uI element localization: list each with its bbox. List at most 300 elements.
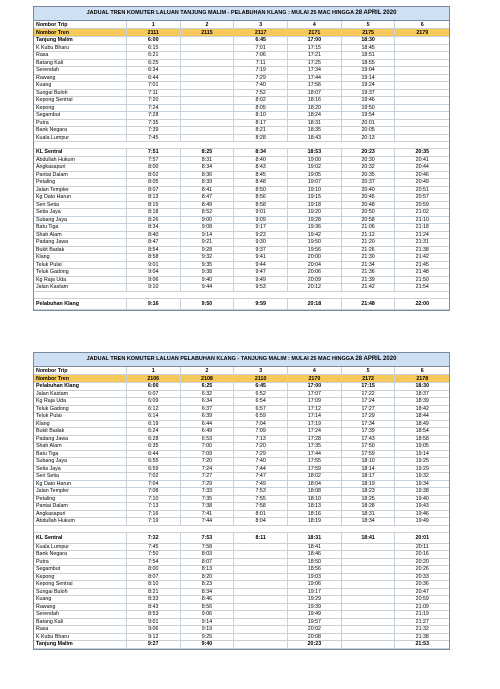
station-row xyxy=(34,533,449,544)
time-cell: 8:47 xyxy=(127,239,181,246)
time-cell: 20:40 xyxy=(342,187,396,194)
time-cell: 7:27 xyxy=(181,473,235,480)
time-cell: 20:01 xyxy=(342,120,396,127)
time-cell: 18:20 xyxy=(288,105,342,112)
time-cell: 7:50 xyxy=(127,551,181,558)
time-cell: 17:34 xyxy=(342,421,396,428)
time-cell: 7:13 xyxy=(234,436,288,443)
time-cell: 18:42 xyxy=(415,405,429,412)
time-cell: 8:31 xyxy=(181,157,235,164)
row-label: KL Sentral xyxy=(34,533,127,543)
time-cell xyxy=(342,551,396,558)
row-label: Angkasapuri xyxy=(34,511,127,518)
station-row xyxy=(34,239,449,247)
station-row xyxy=(34,436,449,444)
row-label: Putra xyxy=(34,120,127,127)
train-number-row xyxy=(34,29,449,37)
time-cell: 8:02 xyxy=(127,172,181,179)
time-cell: 20:04 xyxy=(288,262,342,269)
time-cell: 17:56 xyxy=(288,82,342,89)
station-row xyxy=(34,187,449,195)
time-cell: 19:49 xyxy=(288,611,342,618)
time-cell: 21:53 xyxy=(415,641,430,647)
time-cell: 19:05 xyxy=(415,443,429,449)
time-cell: 9:12 xyxy=(127,634,181,641)
time-cell: 21:42 xyxy=(342,284,396,291)
time-cell: 7:11 xyxy=(127,90,181,97)
station-row xyxy=(34,135,449,143)
time-cell: 18:31 xyxy=(288,533,342,543)
time-cell xyxy=(395,112,449,119)
time-cell: 20:47 xyxy=(415,588,429,595)
station-row xyxy=(34,67,449,75)
time-cell: 9:14 xyxy=(181,232,235,239)
row-label: Kg Dato Harun xyxy=(34,194,127,201)
time-cell: 8:41 xyxy=(181,187,235,194)
time-cell: 18:35 xyxy=(288,127,342,134)
station-row xyxy=(34,611,449,619)
row-label: Angkasapuri xyxy=(34,164,127,171)
time-cell: 8:34 xyxy=(181,164,235,171)
time-cell xyxy=(181,526,235,532)
time-cell: 21:24 xyxy=(415,231,429,238)
station-row xyxy=(34,503,449,511)
row-label: Sungai Buloh xyxy=(34,589,127,596)
time-cell: 18:56 xyxy=(288,566,342,573)
time-cell: 7:13 xyxy=(127,503,181,510)
time-cell xyxy=(181,45,235,52)
time-cell xyxy=(288,142,342,148)
time-cell: 20:20 xyxy=(415,558,429,565)
station-row xyxy=(34,421,449,429)
row-label: Klang xyxy=(34,421,127,428)
time-cell: 6:54 xyxy=(234,398,288,405)
time-cell: 18:28 xyxy=(342,503,396,510)
station-row xyxy=(34,481,449,489)
time-cell: 19:06 xyxy=(288,581,342,588)
time-cell: 20:59 xyxy=(415,201,429,208)
time-cell: 6 xyxy=(420,368,424,374)
time-cell: 20:08 xyxy=(288,634,342,641)
station-row xyxy=(34,97,449,105)
time-cell: 5 xyxy=(342,21,396,28)
time-cell: 18:30 xyxy=(415,383,430,389)
time-cell: 6:14 xyxy=(127,413,181,420)
time-cell xyxy=(234,142,288,148)
time-cell: 8:05 xyxy=(127,179,181,186)
time-cell: 8:56 xyxy=(234,194,288,201)
time-cell: 7:11 xyxy=(234,60,288,67)
time-cell: 9:01 xyxy=(127,619,181,626)
time-cell: 18:54 xyxy=(415,428,429,434)
time-cell: 6:49 xyxy=(181,428,235,435)
station-row xyxy=(34,284,449,292)
station-row xyxy=(34,172,449,180)
time-cell: 7:52 xyxy=(234,90,288,97)
time-cell xyxy=(342,634,396,641)
station-row xyxy=(34,52,449,60)
time-cell: 8:25 xyxy=(181,149,235,156)
row-label: Abdullah Hukum xyxy=(34,157,127,164)
time-cell: 17:00 xyxy=(288,383,342,390)
time-cell: 8:54 xyxy=(127,247,181,254)
time-cell: 8:15 xyxy=(127,202,181,209)
time-cell: 6:24 xyxy=(127,428,181,435)
time-cell: 20:36 xyxy=(415,581,429,587)
time-cell: 18:23 xyxy=(342,488,396,495)
time-cell: 20:57 xyxy=(415,194,429,200)
time-cell: 19:07 xyxy=(288,179,342,186)
time-cell: 6:09 xyxy=(127,398,181,405)
time-cell: 7:44 xyxy=(234,466,288,473)
time-cell: 18:53 xyxy=(288,149,342,156)
time-cell: 6:21 xyxy=(127,52,181,59)
time-cell: 18:17 xyxy=(342,473,396,480)
time-cell: 18:16 xyxy=(288,511,342,518)
time-cell xyxy=(181,120,235,127)
time-cell: 7:29 xyxy=(234,451,288,458)
time-cell: 17:43 xyxy=(342,436,396,443)
time-cell xyxy=(395,127,449,134)
row-label: Serendah xyxy=(34,611,127,618)
time-cell: 9:47 xyxy=(234,269,288,276)
time-cell: 9:23 xyxy=(234,232,288,239)
time-cell: 7:39 xyxy=(127,127,181,134)
time-cell: 7:02 xyxy=(127,473,181,480)
row-label: Setia Jaya xyxy=(34,466,127,473)
time-cell: 20:18 xyxy=(288,299,342,309)
station-row xyxy=(34,179,449,187)
time-cell: 2178 xyxy=(416,376,429,382)
spacer-row xyxy=(34,142,449,149)
time-cell: 9:06 xyxy=(127,626,181,633)
time-cell: 8:01 xyxy=(234,511,288,518)
row-label: Petaling xyxy=(34,496,127,503)
time-cell: 21:39 xyxy=(342,277,396,284)
station-row xyxy=(34,518,449,526)
station-row xyxy=(34,451,449,459)
time-cell: 18:49 xyxy=(415,420,429,427)
row-label: Batang Kali xyxy=(34,60,127,67)
station-row xyxy=(34,247,449,255)
time-cell: 19:20 xyxy=(288,209,342,216)
time-cell: 8:10 xyxy=(234,112,288,119)
time-cell: 18:55 xyxy=(342,60,396,67)
row-label: Tanjung Malim xyxy=(34,641,127,648)
row-label: Batang Kali xyxy=(34,619,127,626)
row-label: Pantai Dalam xyxy=(34,172,127,179)
station-row xyxy=(34,299,449,310)
time-cell xyxy=(342,544,396,551)
time-cell: 2172 xyxy=(342,375,396,382)
time-cell: 7:19 xyxy=(127,518,181,525)
station-row xyxy=(34,581,449,589)
time-cell: 8:11 xyxy=(234,533,288,543)
time-cell: 6:25 xyxy=(127,60,181,67)
time-cell xyxy=(181,292,235,298)
time-cell: 6:00 xyxy=(127,37,181,44)
time-cell: 8:43 xyxy=(234,164,288,171)
time-cell: 7:06 xyxy=(234,52,288,59)
station-row xyxy=(34,37,449,45)
time-cell: 17:22 xyxy=(342,391,396,398)
time-cell: 7:01 xyxy=(127,82,181,89)
time-cell: 17:15 xyxy=(342,383,396,390)
time-cell: 6:55 xyxy=(127,458,181,465)
time-cell: 19:14 xyxy=(342,75,396,82)
time-cell: 6:45 xyxy=(234,37,288,44)
station-row xyxy=(34,406,449,414)
time-cell: 18:08 xyxy=(288,488,342,495)
row-label: Petaling xyxy=(34,179,127,186)
table-title-text: JADUAL TREN KOMUTER LALUAN PELABUHAN KLANG - TANJUNG MALIM : MULAI 25 MAC HINGGA xyxy=(86,356,354,362)
time-cell: 21:54 xyxy=(415,284,429,290)
time-cell: 20:23 xyxy=(288,641,342,648)
time-cell: 19:37 xyxy=(342,90,396,97)
time-cell: 20:41 xyxy=(415,156,429,163)
time-cell: 19:57 xyxy=(288,619,342,626)
time-cell: 9:28 xyxy=(181,247,235,254)
time-cell: 7:45 xyxy=(127,544,181,551)
time-cell: 19:32 xyxy=(415,473,429,479)
row-label: Tanjung Malim xyxy=(34,37,127,44)
time-cell: 8:21 xyxy=(127,589,181,596)
time-cell: 9:50 xyxy=(181,299,235,309)
time-cell xyxy=(342,641,396,648)
time-cell: 20:59 xyxy=(415,596,429,602)
station-row xyxy=(34,626,449,634)
row-label: Padang Jawa xyxy=(34,436,127,443)
time-cell xyxy=(395,45,449,52)
station-row xyxy=(34,75,449,83)
station-row xyxy=(34,551,449,559)
time-cell: 8:13 xyxy=(127,194,181,201)
time-cell: 19:28 xyxy=(288,217,342,224)
time-cell: 20:48 xyxy=(342,202,396,209)
station-row xyxy=(34,277,449,285)
time-cell: 20:16 xyxy=(415,551,429,557)
time-cell: 8:48 xyxy=(234,179,288,186)
row-label: Jalan Templer xyxy=(34,187,127,194)
time-cell: 17:55 xyxy=(288,458,342,465)
time-cell: 8:39 xyxy=(181,179,235,186)
time-cell: 8:46 xyxy=(181,596,235,603)
time-cell: 21:30 xyxy=(342,254,396,261)
time-cell: 7:32 xyxy=(127,533,181,543)
row-label: KL Sentral xyxy=(34,149,127,156)
time-cell: 3 xyxy=(234,21,288,28)
time-cell: 20:11 xyxy=(415,543,429,550)
time-cell xyxy=(181,127,235,134)
time-cell: 17:28 xyxy=(288,436,342,443)
time-cell xyxy=(181,112,235,119)
time-cell: 21:38 xyxy=(415,633,429,640)
time-cell: 6:32 xyxy=(181,391,235,398)
time-cell: 17:24 xyxy=(342,398,396,405)
time-cell: 21:27 xyxy=(415,618,429,625)
time-cell: 9:21 xyxy=(181,239,235,246)
time-cell: 8:23 xyxy=(181,581,235,588)
time-cell xyxy=(181,52,235,59)
time-cell: 17:44 xyxy=(288,451,342,458)
time-cell xyxy=(234,589,288,596)
time-cell xyxy=(234,526,288,532)
time-cell: 18:31 xyxy=(288,120,342,127)
time-cell: 21:48 xyxy=(415,269,429,275)
time-cell: 20:05 xyxy=(342,127,396,134)
time-cell: 7:08 xyxy=(127,488,181,495)
time-cell: 20:09 xyxy=(288,277,342,284)
row-label: Segambut xyxy=(34,566,127,573)
time-cell: 18:07 xyxy=(288,90,342,97)
time-cell: 19:54 xyxy=(342,112,396,119)
time-cell: 8:20 xyxy=(181,574,235,581)
time-cell: 3 xyxy=(234,367,288,374)
time-cell: 17:34 xyxy=(288,67,342,74)
time-cell: 19:00 xyxy=(288,157,342,164)
time-cell: 2 xyxy=(181,367,235,374)
time-cell: 8:07 xyxy=(127,574,181,581)
time-cell: 9:32 xyxy=(181,254,235,261)
time-cell: 19:36 xyxy=(288,224,342,231)
time-cell: 8:28 xyxy=(234,135,288,142)
station-row xyxy=(34,641,449,649)
time-cell xyxy=(395,105,449,112)
row-label: Nombor Tren xyxy=(34,375,127,382)
time-cell xyxy=(395,75,449,82)
time-cell: 17:27 xyxy=(342,406,396,413)
time-cell: 17:25 xyxy=(288,60,342,67)
time-cell: 6:37 xyxy=(181,406,235,413)
time-cell: 21:06 xyxy=(342,224,396,231)
time-cell: 9:00 xyxy=(181,217,235,224)
time-cell: 1 xyxy=(127,367,181,374)
row-label xyxy=(34,526,127,532)
row-label: Batu Tiga xyxy=(34,451,127,458)
time-cell: 2106 xyxy=(127,375,181,382)
time-cell xyxy=(234,559,288,566)
time-cell: 19:49 xyxy=(415,518,429,524)
row-label: Jalan Templer xyxy=(34,488,127,495)
time-cell: 7:41 xyxy=(181,511,235,518)
station-row xyxy=(34,383,449,391)
station-row xyxy=(34,209,449,217)
time-cell: 2110 xyxy=(234,375,288,382)
station-row xyxy=(34,157,449,165)
time-cell: 21:45 xyxy=(415,261,429,268)
row-label: Kepong Sentral xyxy=(34,581,127,588)
station-row xyxy=(34,544,449,552)
time-cell: 2115 xyxy=(181,29,235,36)
time-cell: 19:46 xyxy=(342,97,396,104)
station-row xyxy=(34,428,449,436)
time-cell: 19:40 xyxy=(415,495,429,502)
row-label: Putra xyxy=(34,559,127,566)
time-cell: 17:00 xyxy=(288,37,342,44)
row-label: Setia Jaya xyxy=(34,209,127,216)
time-cell: 8:26 xyxy=(127,217,181,224)
time-cell: 8:40 xyxy=(234,157,288,164)
row-label: Bukit Badak xyxy=(34,247,127,254)
time-cell: 8:40 xyxy=(127,232,181,239)
time-cell: 18:39 xyxy=(415,398,429,404)
time-cell: 6:45 xyxy=(234,383,288,390)
time-cell: 7:20 xyxy=(127,97,181,104)
time-cell: 17:12 xyxy=(288,406,342,413)
time-cell xyxy=(342,626,396,633)
station-row xyxy=(34,511,449,519)
row-label: Kepong Sentral xyxy=(34,97,127,104)
time-cell xyxy=(395,82,449,89)
time-cell xyxy=(234,544,288,551)
time-cell: 19:29 xyxy=(415,465,429,472)
time-cell xyxy=(181,135,235,142)
row-label: Jalan Kastam xyxy=(34,391,127,398)
time-cell xyxy=(181,142,235,148)
row-label: Nombor Tren xyxy=(34,29,127,36)
time-cell: 21:12 xyxy=(342,232,396,239)
row-label: Teluk Pulai xyxy=(34,413,127,420)
time-cell xyxy=(181,60,235,67)
row-label: Seri Setia xyxy=(34,473,127,480)
time-cell: 18:16 xyxy=(288,97,342,104)
time-cell: 7:35 xyxy=(127,120,181,127)
time-cell: 19:02 xyxy=(288,164,342,171)
station-row xyxy=(34,90,449,98)
time-cell xyxy=(395,142,449,148)
time-cell: 6:39 xyxy=(181,413,235,420)
time-cell: 19:14 xyxy=(415,450,429,457)
time-cell xyxy=(395,37,449,44)
row-label: Bukit Badak xyxy=(34,428,127,435)
time-cell: 6:15 xyxy=(127,45,181,52)
row-label xyxy=(34,292,127,298)
station-row xyxy=(34,443,449,451)
time-cell: 6:52 xyxy=(234,391,288,398)
time-cell xyxy=(395,97,449,104)
time-cell: 19:25 xyxy=(415,458,429,464)
time-cell xyxy=(234,604,288,611)
time-cell xyxy=(342,526,396,532)
time-cell: 8:02 xyxy=(234,97,288,104)
station-row xyxy=(34,127,449,135)
station-row xyxy=(34,82,449,90)
time-cell: 7:04 xyxy=(127,481,181,488)
station-row xyxy=(34,112,449,120)
table-title xyxy=(34,7,449,21)
time-cell: 9:25 xyxy=(181,634,235,641)
time-cell xyxy=(127,142,181,148)
time-cell: 2175 xyxy=(342,29,396,36)
time-cell: 18:44 xyxy=(415,413,429,419)
time-cell: 18:19 xyxy=(288,518,342,525)
time-cell: 21:02 xyxy=(415,209,429,215)
time-cell: 8:34 xyxy=(181,589,235,596)
time-cell: 9:44 xyxy=(181,284,235,291)
time-cell: 2117 xyxy=(234,29,288,36)
time-cell: 8:17 xyxy=(234,120,288,127)
row-label: K Kubu Bharu xyxy=(34,45,127,52)
row-label: Klang xyxy=(34,254,127,261)
time-cell: 18:30 xyxy=(342,37,396,44)
time-cell xyxy=(234,626,288,633)
time-cell: 18:14 xyxy=(342,466,396,473)
row-label: Rawang xyxy=(34,604,127,611)
time-cell: 19:39 xyxy=(288,604,342,611)
time-cell: 8:00 xyxy=(127,566,181,573)
time-cell: 9:16 xyxy=(127,299,181,309)
station-row xyxy=(34,105,449,113)
